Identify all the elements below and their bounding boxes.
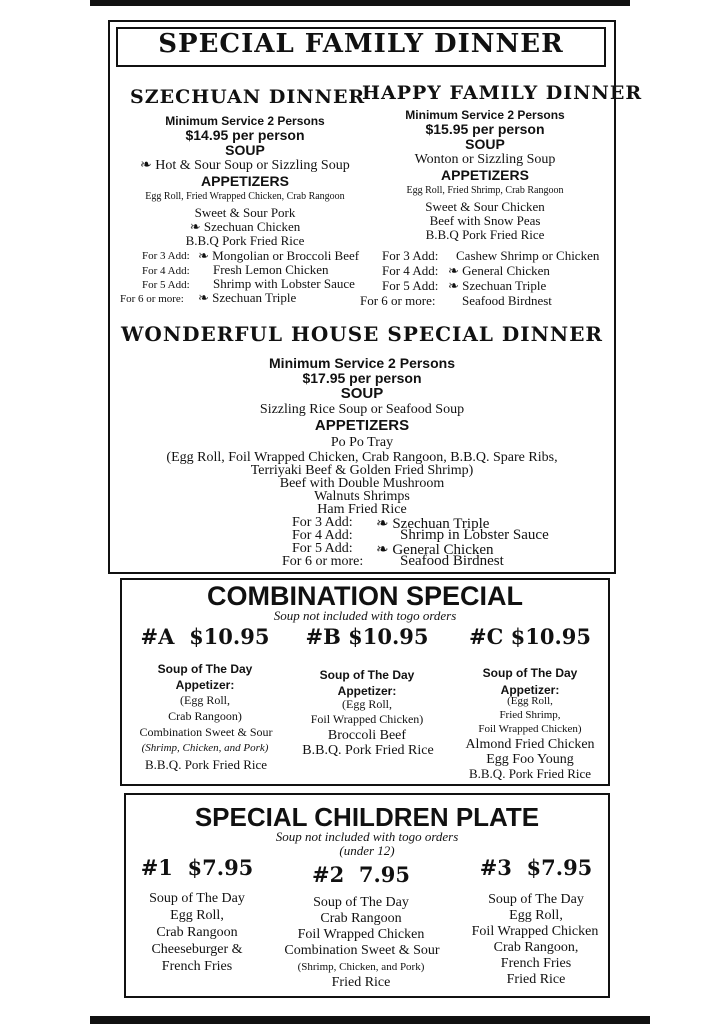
combo-b-line: Broccoli Beef (327, 728, 407, 743)
wonderful-house-soup-label: SOUP (340, 385, 384, 402)
happy-family-add-label: For 4 Add: (382, 263, 439, 278)
child-plate-3-line: Fried Rice (506, 972, 566, 987)
combo-a-line: Appetizer: (175, 678, 235, 692)
wonderful-house-add-label: For 3 Add: (292, 515, 353, 530)
page-top-edge (90, 0, 630, 6)
combo-a-line: Soup of The Day (157, 662, 253, 676)
wonderful-house-dish: Walnuts Shrimps (314, 489, 410, 504)
happy-family-dish: B.B.Q Pork Fried Rice (425, 227, 545, 242)
happy-family-add-item: ❧ General Chicken (448, 263, 550, 278)
child-plate-3-line: Egg Roll, (509, 908, 563, 923)
wonderful-house-tray-contents: (Egg Roll, Foil Wrapped Chicken, Crab Rangoon, B.B.Q. Spare Ribs, (166, 450, 558, 465)
leaf-bullet-icon: ❧ (140, 158, 152, 173)
child-plate-2-header: #2 7.95 (312, 862, 410, 887)
combination-special-note: Soup not included with togo orders (273, 608, 457, 623)
combo-a-line: (Egg Roll, (180, 693, 230, 707)
combo-b-line: B.B.Q. Pork Fried Rice (302, 743, 434, 758)
leaf-bullet-icon: ❧ (198, 290, 209, 305)
wonderful-house-tray-contents: Terriyaki Beef & Golden Fried Shrimp) (250, 463, 474, 478)
wonderful-house-dish: Beef with Double Mushroom (279, 476, 445, 491)
szechuan-appetizers-label: APPETIZERS (201, 173, 289, 189)
wonderful-house-title: WONDERFUL HOUSE SPECIAL DINNER (120, 322, 604, 346)
wonderful-house-tray: Po Po Tray (330, 435, 394, 450)
child-plate-2-line: (Shrimp, Chicken, and Pork) (297, 961, 425, 973)
leaf-bullet-icon: ❧ (198, 248, 209, 263)
child-plate-1-line: Crab Rangoon (156, 925, 238, 940)
szechuan-appetizers: Egg Roll, Fried Wrapped Chicken, Crab Rangoon (145, 191, 345, 202)
happy-family-appetizers-label: APPETIZERS (441, 167, 529, 183)
happy-family-add-label: For 6 or more: (360, 293, 436, 308)
family-dinner-banner: SPECIAL FAMILY DINNER (158, 29, 564, 59)
happy-family-dish: Sweet & Sour Chicken (425, 199, 545, 214)
child-plate-1-line: Egg Roll, (170, 908, 224, 923)
combo-c-header: #C $10.95 (469, 624, 591, 649)
combo-c-line: (Egg Roll, (507, 695, 553, 707)
combination-special-title: COMBINATION SPECIAL (207, 581, 523, 611)
combo-c-line: Egg Foo Young (486, 752, 574, 767)
wonderful-house-add-item: Shrimp in Lobster Sauce (400, 527, 549, 543)
combo-b-line: Appetizer: (337, 684, 397, 698)
child-plate-1-line: Cheeseburger & (151, 942, 243, 957)
combo-c-line: Foil Wrapped Chicken) (478, 723, 582, 735)
combo-c-line: Fried Shrimp, (499, 709, 561, 721)
wonderful-house-dish: Ham Fried Rice (317, 502, 407, 517)
wonderful-house-appetizers-label: APPETIZERS (314, 417, 410, 434)
combo-c-line: Almond Fried Chicken (465, 737, 595, 752)
child-plate-3-line: Soup of The Day (488, 892, 584, 907)
happy-family-price: $15.95 per person (425, 121, 545, 137)
szechuan-add-label: For 4 Add: (142, 265, 190, 277)
child-plate-2-line: Combination Sweet & Sour (284, 943, 440, 958)
child-plate-2-line: Crab Rangoon (320, 911, 402, 926)
happy-family-add-label: For 3 Add: (382, 248, 439, 263)
happy-family-add-item: ❧ Szechuan Triple (448, 278, 547, 293)
combo-b-line: Foil Wrapped Chicken) (310, 712, 424, 726)
happy-family-add-item: Cashew Shrimp or Chicken (456, 248, 600, 263)
wonderful-house-add-item: Seafood Birdnest (400, 553, 504, 569)
happy-family-soup-label: SOUP (465, 136, 505, 152)
wonderful-house-add-label: For 4 Add: (292, 528, 353, 543)
combo-c-line: B.B.Q. Pork Fried Rice (468, 766, 592, 781)
wonderful-house-add-item: ❧ General Chicken (376, 542, 494, 558)
combo-a-line: B.B.Q. Pork Fried Rice (144, 757, 268, 772)
happy-family-title: HAPPY FAMILY DINNER (362, 82, 643, 104)
child-plate-1-line: Soup of The Day (149, 891, 245, 906)
child-plate-3-line: Foil Wrapped Chicken (471, 924, 599, 939)
wonderful-house-add-label: For 6 or more: (282, 554, 364, 569)
szechuan-dish: B.B.Q Pork Fried Rice (185, 233, 305, 248)
child-plate-2-line: Fried Rice (331, 975, 391, 990)
happy-family-soup: Wonton or Sizzling Soup (414, 152, 556, 167)
page-bottom-edge (90, 1016, 650, 1024)
szechuan-title: SZECHUAN DINNER (130, 86, 366, 108)
szechuan-add-label: For 3 Add: (142, 250, 190, 262)
wonderful-house-minimum: Minimum Service 2 Persons (269, 355, 455, 371)
szechuan-dish: Sweet & Sour Pork (194, 205, 296, 220)
wonderful-house-add-label: For 5 Add: (292, 541, 353, 556)
leaf-bullet-icon: ❧ (448, 263, 459, 278)
happy-family-appetizers: Egg Roll, Fried Shrimp, Crab Rangoon (406, 185, 564, 196)
child-plate-3-line: Crab Rangoon, (493, 940, 579, 955)
leaf-bullet-icon: ❧ (376, 542, 389, 558)
combo-b-header: #B $10.95 (305, 624, 429, 649)
szechuan-soup: ❧ Hot & Sour Soup or Sizzling Soup (140, 158, 350, 173)
child-plate-3-line: French Fries (500, 956, 572, 971)
combo-a-line: (Shrimp, Chicken, and Pork) (141, 742, 269, 754)
szechuan-add-item: ❧ Szechuan Triple (198, 290, 297, 305)
szechuan-add-item: Shrimp with Lobster Sauce (213, 276, 355, 291)
happy-family-minimum: Minimum Service 2 Persons (405, 108, 565, 122)
children-plate-note: Soup not included with togo orders (275, 829, 459, 844)
child-plate-2-line: Soup of The Day (313, 895, 409, 910)
happy-family-add-label: For 5 Add: (382, 278, 439, 293)
combo-b-line: (Egg Roll, (342, 697, 392, 711)
combo-a-line: Crab Rangoon) (168, 709, 242, 723)
szechuan-minimum: Minimum Service 2 Persons (165, 114, 325, 128)
szechuan-add-label: For 6 or more: (120, 293, 184, 305)
children-plate-age: (under 12) (339, 843, 395, 858)
wonderful-house-add-item: ❧ Szechuan Triple (376, 516, 490, 532)
szechuan-add-label: For 5 Add: (142, 279, 190, 291)
szechuan-soup-label: SOUP (225, 142, 265, 158)
children-plate-title: SPECIAL CHILDREN PLATE (194, 802, 540, 832)
child-plate-1-line: French Fries (161, 959, 233, 974)
leaf-bullet-icon: ❧ (448, 278, 459, 293)
combo-a-line: Combination Sweet & Sour (139, 725, 273, 739)
combo-c-line: Soup of The Day (482, 666, 578, 680)
child-plate-1-header: #1 $7.95 (140, 855, 254, 880)
child-plate-3-header: #3 $7.95 (479, 855, 593, 880)
combo-a-header: #A $10.95 (140, 624, 270, 649)
szechuan-add-item: Fresh Lemon Chicken (213, 262, 329, 277)
szechuan-price: $14.95 per person (185, 127, 305, 143)
happy-family-add-item: Seafood Birdnest (462, 293, 552, 308)
leaf-bullet-icon: ❧ (376, 516, 389, 532)
combo-b-line: Soup of The Day (319, 668, 415, 682)
szechuan-dish: ❧ Szechuan Chicken (189, 219, 301, 234)
combo-c-line: Appetizer: (500, 683, 560, 697)
szechuan-add-item: ❧ Mongolian or Broccoli Beef (198, 248, 360, 263)
happy-family-dish: Beef with Snow Peas (429, 213, 541, 228)
wonderful-house-price: $17.95 per person (302, 370, 422, 386)
leaf-bullet-icon: ❧ (189, 219, 201, 234)
wonderful-house-soup: Sizzling Rice Soup or Seafood Soup (259, 402, 465, 417)
child-plate-2-line: Foil Wrapped Chicken (297, 927, 425, 942)
